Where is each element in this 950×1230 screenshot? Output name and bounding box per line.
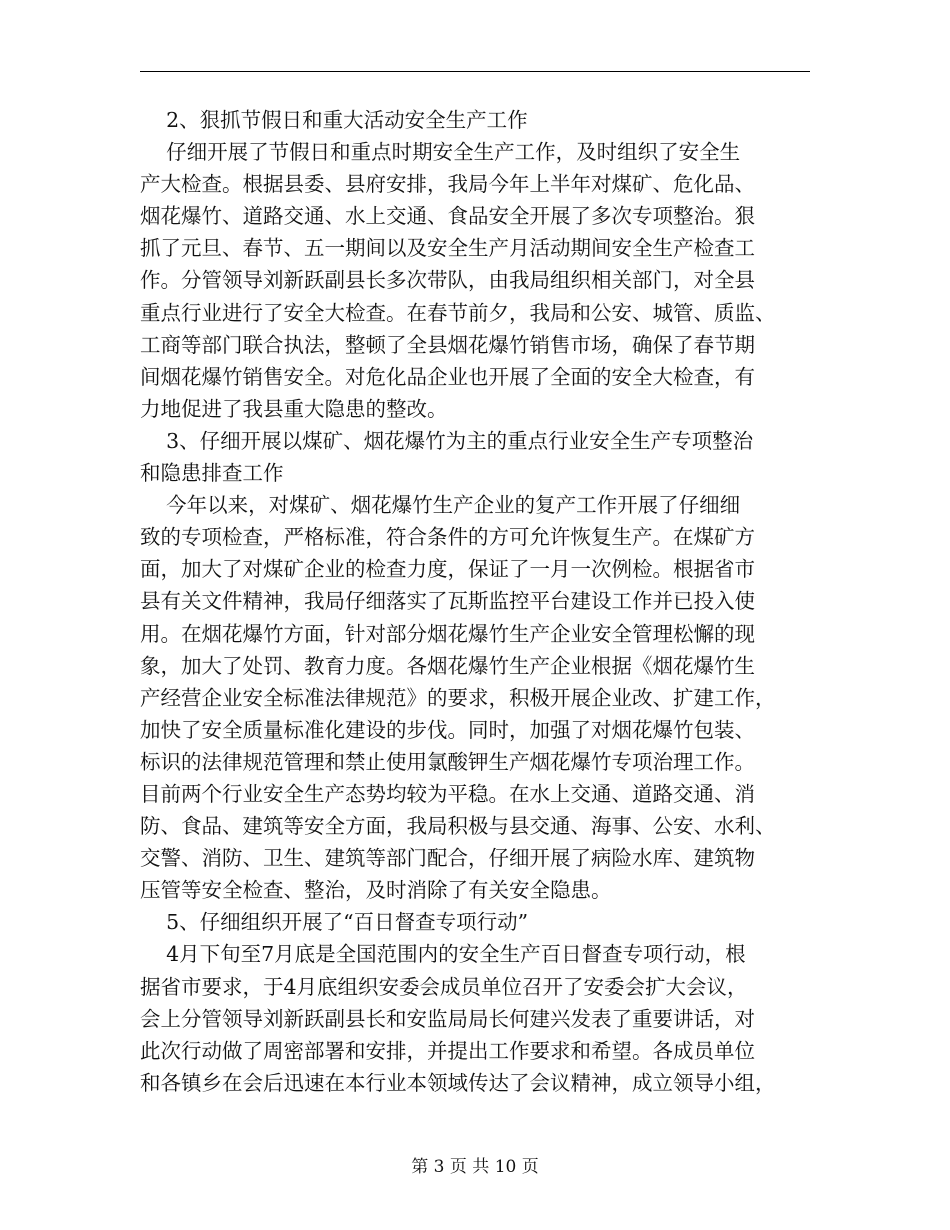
text-line: 防、食品、建筑等安全方面，我局积极与县交通、海事、公安、水利、 — [140, 814, 776, 839]
text-line: 象，加大了处罚、教育力度。各烟花爆竹生产企业根据《烟花爆竹生 — [140, 653, 755, 678]
text-line: 产大检查。根据县委、县府安排，我局今年上半年对煤矿、危化品、 — [140, 172, 755, 197]
text-line: 重点行业进行了安全大检查。在春节前夕，我局和公安、城管、质监、 — [140, 300, 776, 325]
text-line: 压管等安全检查、整治，及时消除了有关安全隐患。 — [140, 878, 612, 903]
text-line: 烟花爆竹、道路交通、水上交通、食品安全开展了多次专项整治。狠 — [140, 204, 755, 229]
text-line: 县有关文件精神，我局仔细落实了瓦斯监控平台建设工作并已投入使 — [140, 589, 755, 614]
text-line: 2、狠抓节假日和重大活动安全生产工作 — [140, 108, 528, 132]
text-line: 面，加大了对煤矿企业的检查力度，保证了一月一次例检。根据省市 — [140, 557, 755, 582]
text-line: 和各镇乡在会后迅速在本行业本领域传达了会议精神，成立领导小组， — [140, 1070, 776, 1095]
text-line: 仔细开展了节假日和重点时期安全生产工作，及时组织了安全生 — [140, 140, 741, 165]
text-line: 产经营企业安全标准法律规范》的要求，积极开展企业改、扩建工作， — [140, 685, 776, 710]
text-line: 致的专项检查，严格标准，符合条件的方可允许恢复生产。在煤矿方 — [140, 525, 755, 550]
text-line: 工商等部门联合执法，整顿了全县烟花爆竹销售市场，确保了春节期 — [140, 332, 755, 357]
body-text — [140, 104, 810, 1099]
header-rule — [140, 71, 810, 72]
text-line: 目前两个行业安全生产态势均较为平稳。在水上交通、道路交通、消 — [140, 781, 755, 806]
text-line: 力地促进了我县重大隐患的整改。 — [140, 396, 448, 421]
text-line: 标识的法律规范管理和禁止使用氯酸钾生产烟花爆竹专项治理工作。 — [140, 749, 755, 774]
text-line: 用。在烟花爆竹方面，针对部分烟花爆竹生产企业安全管理松懈的现 — [140, 621, 755, 646]
text-line: 加快了安全质量标准化建设的步伐。同时，加强了对烟花爆竹包装、 — [140, 717, 755, 742]
text-line: 抓了元旦、春节、五一期间以及安全生产月活动期间安全生产检查工 — [140, 236, 755, 261]
text-line: 4月下旬至7月底是全国范围内的安全生产百日督查专项行动，根 — [140, 942, 746, 967]
text-line: 作。分管领导刘新跃副县长多次带队，由我局组织相关部门，对全县 — [140, 268, 755, 293]
text-line: 3、仔细开展以煤矿、烟花爆竹为主的重点行业安全生产专项整治 — [140, 428, 754, 453]
text-line: 交警、消防、卫生、建筑等部门配合，仔细开展了病险水库、建筑物 — [140, 846, 755, 871]
text-line: 此次行动做了周密部署和安排，并提出工作要求和希望。各成员单位 — [140, 1038, 755, 1063]
page-footer: 第 3 页 共 10 页 — [411, 1157, 539, 1177]
text-line: 5、仔细组织开展了“百日督查专项行动” — [140, 910, 529, 935]
text-line: 间烟花爆竹销售安全。对危化品企业也开展了全面的安全大检查，有 — [140, 364, 755, 389]
text-line: 今年以来，对煤矿、烟花爆竹生产企业的复产工作开展了仔细细 — [140, 493, 741, 518]
text-line: 和隐患排查工作 — [140, 461, 284, 486]
text-line: 会上分管领导刘新跃副县长和安监局局长何建兴发表了重要讲话，对 — [140, 1006, 755, 1031]
text-line: 据省市要求，于4月底组织安委会成员单位召开了安委会扩大会议， — [140, 974, 748, 999]
